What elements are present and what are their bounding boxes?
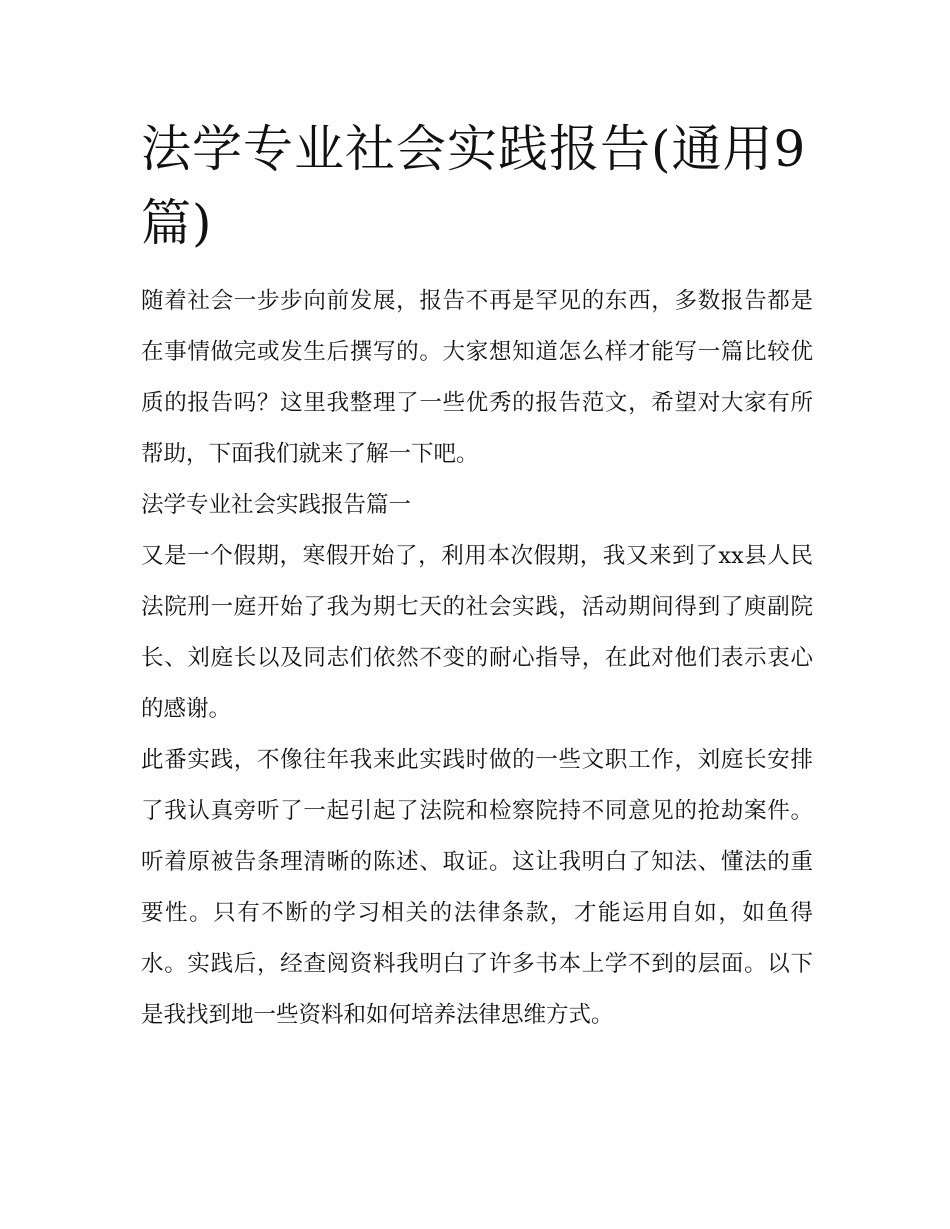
document-body xyxy=(141,112,813,1041)
body-paragraph-2: 此番实践，不像往年我来此实践时做的一些文职工作，刘庭长安排了我认真旁听了一起引起了法院和检察院持不同意见的抢劫案件。听着原被告条理清晰的陈述、取证。这让我明白了知法、懂法的重要性。只有不断的学习相关的法律条款，才能运用自如，如鱼得水。实践后，经查阅资料我明白了许多书本上学不到的层面。以下是我找到地一些资料和如何培养法律思维方式。 xyxy=(141,747,813,1028)
section-heading: 法学专业社会实践报告篇一 xyxy=(141,492,412,518)
document-title: 法学专业社会实践报告(通用9篇) xyxy=(141,120,807,252)
intro-paragraph: 随着社会一步步向前发展，报告不再是罕见的东西，多数报告都是在事情做完或发生后撰写的。大家想知道怎么样才能写一篇比较优质的报告吗？这里我整理了一些优秀的报告范文，希望对大家有所帮助，下面我们就来了解一下吧。 xyxy=(141,288,813,467)
body-paragraph-1: 又是一个假期，寒假开始了，利用本次假期，我又来到了xx县人民法院刑一庭开始了我为期七天的社会实践，活动期间得到了庾副院长、刘庭长以及同志们依然不变的耐心指导，在此对他们表示衷心的感谢。 xyxy=(141,543,813,722)
